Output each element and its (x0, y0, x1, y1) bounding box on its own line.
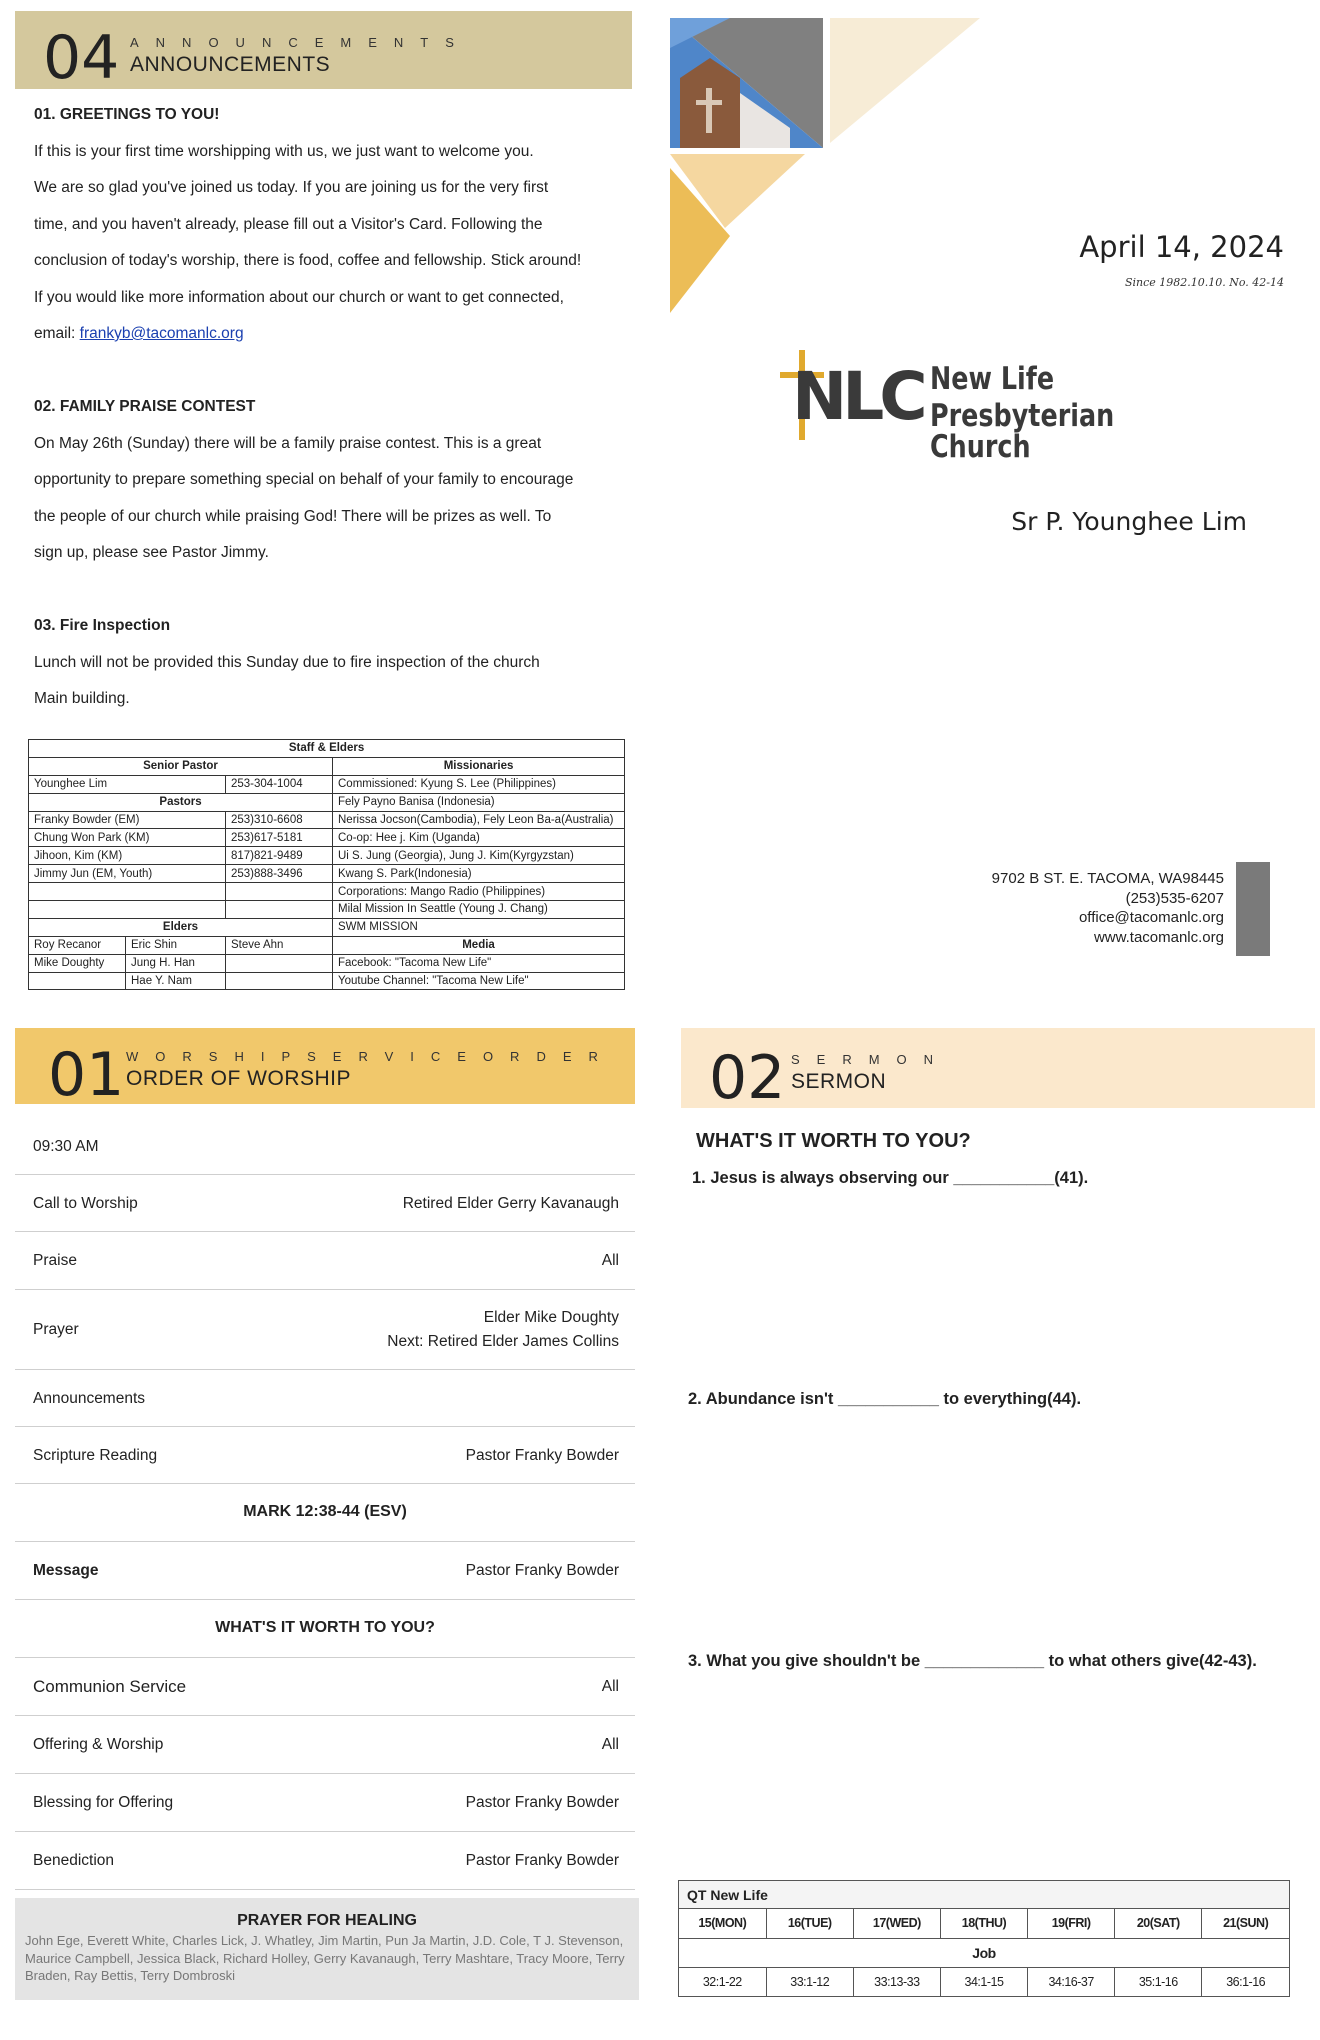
sermon-heading: WHAT'S IT WORTH TO YOU? (696, 1130, 971, 1152)
missionary-item: Corporations: Mango Radio (Philippines) (333, 883, 625, 901)
sermon-point-2: 2. Abundance isn't ___________ to everything(44). (688, 1390, 1082, 1408)
pastor-name: Jimmy Jun (EM, Youth) (29, 865, 226, 883)
worship-row-call (15, 1175, 635, 1232)
worship-time: 09:30 AM (33, 1138, 99, 1155)
worship-item-label: Scripture Reading (33, 1447, 158, 1464)
worship-row-message (15, 1542, 635, 1600)
missionary-item: Commissioned: Kyung S. Lee (Philippines) (333, 775, 625, 793)
qt-schedule (678, 1880, 1290, 1997)
announcements-header (15, 11, 632, 93)
pastor-phone: 253)617-5181 (226, 829, 333, 847)
pastor-name: Jihoon, Kim (KM) (29, 847, 226, 865)
announcement-line: time, and you haven't already, please fill out a Visitor's Card. Following the (34, 215, 543, 233)
qt-day: 18(THU) (940, 1909, 1027, 1938)
pastor-name: Franky Bowder (EM) (29, 811, 226, 829)
bulletin-since-number: Since 1982.10.10. No. 42-14 (1124, 276, 1284, 289)
announcement-line: opportunity to prepare something special on behalf of your family to encourage (34, 471, 574, 488)
worship-message-title-row (15, 1600, 635, 1658)
announcements-title: ANNOUNCEMENTS (130, 53, 331, 76)
announcement-line: Main building. (34, 690, 130, 707)
qt-verse: 34:1-15 (940, 1967, 1027, 1996)
elders-label: Elders (29, 918, 333, 936)
announcement-heading: 02. FAMILY PRAISE CONTEST (34, 398, 256, 415)
announcement-heading: 01. GREETINGS TO YOU! (34, 106, 220, 123)
senior-pastor-phone: 253-304-1004 (226, 775, 333, 793)
worship-header (15, 1028, 635, 1110)
pastor-phone: 253)888-3496 (226, 865, 333, 883)
elder-name (226, 972, 333, 990)
worship-item-leader: Pastor Franky Bowder (465, 1794, 619, 1811)
missionary-item: Nerissa Jocson(Cambodia), Fely Leon Ba-a(Australia) (333, 811, 625, 829)
logo-line-1: New Life (930, 361, 1055, 397)
worship-item-leader: All (601, 1252, 619, 1269)
qt-day: 17(WED) (853, 1909, 940, 1938)
email-link[interactable]: frankyb@tacomanlc.org (79, 325, 244, 342)
church-phone: (253)535-6207 (1125, 889, 1224, 907)
logo-line-2: Presbyterian Church (930, 398, 1115, 465)
announcement-line: We are so glad you've joined us today. If you are joining us for the very first (34, 179, 549, 196)
church-email[interactable]: office@tacomanlc.org (1078, 909, 1224, 926)
empty-cell (226, 883, 333, 901)
missionary-item: SWM MISSION (333, 918, 625, 936)
church-logo (780, 350, 1250, 465)
worship-item-label: Communion Service (33, 1677, 187, 1696)
missionary-item: Fely Payno Banisa (Indonesia) (333, 793, 625, 811)
message-title: WHAT'S IT WORTH TO YOU? (215, 1619, 435, 1636)
elder-name: Hae Y. Nam (126, 972, 226, 990)
announcement-line: Lunch will not be provided this Sunday due to fire inspection of the church (34, 653, 540, 671)
senior-pastor-name: Younghee Lim (29, 775, 226, 793)
worship-row-scripture (15, 1427, 635, 1484)
worship-item-leader: Pastor Franky Bowder (465, 1562, 619, 1579)
qt-verse: 35:1-16 (1115, 1967, 1202, 1996)
qt-day: 20(SAT) (1115, 1909, 1202, 1938)
worship-row-benediction (15, 1832, 635, 1890)
logo-letters: NLC (792, 358, 923, 435)
elder-name: Roy Recanor (29, 936, 126, 954)
email-label: email: (34, 325, 80, 342)
worship-item-leader: All (601, 1678, 619, 1695)
qt-verse: 34:16-37 (1028, 1967, 1115, 1996)
church-contact (992, 869, 1224, 947)
worship-scripture-passage-row (15, 1484, 635, 1542)
announcement-line: If this is your first time worshipping with us, we just want to welcome you. (34, 142, 534, 160)
sermon-point-1: 1. Jesus is always observing our ___________(41). (692, 1169, 1089, 1187)
announcement-greetings (34, 97, 634, 353)
media-item: Youtube Channel: "Tacoma New Life" (333, 972, 625, 990)
media-label: Media (333, 936, 625, 954)
sermon-point-3: 3. What you give shouldn't be _____________ to what others give(42-43). (688, 1652, 1257, 1670)
announcements-spaced-title: ANNOUNCEMENTS (130, 35, 471, 50)
missionary-item: Milal Mission In Seattle (Young J. Chang) (333, 901, 625, 919)
worship-item-label: Call to Worship (33, 1195, 138, 1212)
sermon-section-number: 02 (709, 1043, 786, 1113)
worship-item-label: Offering & Worship (33, 1736, 164, 1753)
worship-item-label: Prayer (33, 1321, 79, 1338)
qt-day: 21(SUN) (1202, 1909, 1289, 1938)
worship-row-blessing (15, 1774, 635, 1832)
qt-verse: 33:1-12 (766, 1967, 853, 1996)
worship-item-leader: All (601, 1736, 619, 1753)
elder-name: Eric Shin (126, 936, 226, 954)
qt-verse: 33:13-33 (853, 1967, 940, 1996)
qt-title: QT New Life (679, 1881, 1289, 1909)
staff-table-title: Staff & Elders (29, 740, 625, 758)
cover-decoration-graphic (670, 18, 990, 323)
elder-name: Mike Doughty (29, 954, 126, 972)
empty-cell (29, 901, 226, 919)
sermon-spaced-title: SERMON (791, 1052, 951, 1067)
announcement-fire-inspection (34, 608, 634, 718)
prayer-for-healing-title: PRAYER FOR HEALING (237, 1912, 417, 1929)
qt-day: 15(MON) (679, 1909, 766, 1938)
pastor-phone: 817)821-9489 (226, 847, 333, 865)
announcement-heading: 03. Fire Inspection (34, 617, 171, 634)
elder-name: Steve Ahn (226, 936, 333, 954)
empty-cell (29, 883, 226, 901)
worship-item-label: Blessing for Offering (33, 1794, 174, 1811)
church-address: 9702 B ST. E. TACOMA, WA98445 (991, 870, 1224, 887)
staff-elders-table (28, 739, 625, 990)
qt-table (679, 1909, 1289, 1996)
announcement-line: If you would like more information about our church or want to get connected, (34, 288, 564, 306)
elder-name (226, 954, 333, 972)
worship-time-row (15, 1118, 635, 1175)
announcement-line: conclusion of today's worship, there is food, coffee and fellowship. Stick around! (34, 252, 582, 269)
announcement-line: the people of our church while praising God! There will be prizes as well. To (34, 507, 552, 525)
pastor-phone: 253)310-6608 (226, 811, 333, 829)
missionary-item: Ui S. Jung (Georgia), Jung J. Kim(Kyrgyzstan) (333, 847, 625, 865)
qt-day: 19(FRI) (1028, 1909, 1115, 1938)
sermon-header (681, 1028, 1315, 1113)
announcement-email-line (34, 316, 634, 353)
worship-row-communion (15, 1658, 635, 1716)
missionary-item: Co-op: Hee j. Kim (Uganda) (333, 829, 625, 847)
missionary-item: Kwang S. Park(Indonesia) (333, 865, 625, 883)
elder-name: Jung H. Han (126, 954, 226, 972)
worship-item-leader: Pastor Franky Bowder (465, 1447, 619, 1464)
missionaries-label: Missionaries (333, 757, 625, 775)
announcement-line: On May 26th (Sunday) there will be a family praise contest. This is a great (34, 434, 542, 452)
elder-name (29, 972, 126, 990)
worship-item-label: Message (33, 1562, 99, 1579)
worship-item-leader-next: Next: Retired Elder James Collins (387, 1333, 619, 1350)
worship-spaced-title: WORSHIPSERVICEORDER (126, 1049, 615, 1064)
contact-side-bar (1236, 862, 1270, 956)
scripture-passage: MARK 12:38-44 (ESV) (243, 1503, 407, 1520)
worship-item-label: Announcements (33, 1390, 146, 1407)
worship-row-announcements (15, 1370, 635, 1427)
prayer-for-healing-box (15, 1898, 639, 2000)
pastor-name: Sr P. Younghee Lim (1011, 507, 1247, 536)
qt-verse: 32:1-22 (679, 1967, 766, 1996)
worship-row-prayer (15, 1290, 635, 1370)
worship-item-leader: Elder Mike Doughty (483, 1309, 619, 1326)
announcement-family-praise (34, 389, 634, 572)
worship-item-label: Benediction (33, 1852, 115, 1869)
prayer-for-healing-names: John Ege, Everett White, Charles Lick, J. Whatley, Jim Martin, Pun Ja Martin, J.D. Cole, T J. Stevenson, Maurice Campbell, Jessica Black, Richard Holley, Gerry Kavanaugh, Terry Mashtare, Tracy Moore, Terry Braden, Ray Bettis, Terry Dombroski (25, 1933, 625, 1983)
worship-item-leader: Pastor Franky Bowder (465, 1852, 619, 1869)
bulletin-date: April 14, 2024 (1079, 230, 1284, 264)
worship-item-leader: Retired Elder Gerry Kavanaugh (402, 1195, 619, 1212)
worship-section-number: 01 (48, 1040, 125, 1110)
media-item: Facebook: "Tacoma New Life" (333, 954, 625, 972)
worship-item-label: Praise (33, 1252, 77, 1269)
pastor-name: Chung Won Park (KM) (29, 829, 226, 847)
qt-book: Job (679, 1938, 1289, 1967)
worship-title: ORDER OF WORSHIP (126, 1067, 352, 1090)
qt-day: 16(TUE) (766, 1909, 853, 1938)
qt-verse: 36:1-16 (1202, 1967, 1289, 1996)
pastors-label: Pastors (29, 793, 333, 811)
announcement-line: sign up, please see Pastor Jimmy. (34, 544, 269, 561)
worship-row-offering (15, 1716, 635, 1774)
announcements-section-number: 04 (43, 23, 120, 93)
empty-cell (226, 901, 333, 919)
church-website[interactable]: www.tacomanlc.org (1093, 928, 1224, 946)
worship-row-praise (15, 1232, 635, 1290)
sermon-title: SERMON (791, 1070, 887, 1093)
senior-pastor-label: Senior Pastor (29, 757, 333, 775)
